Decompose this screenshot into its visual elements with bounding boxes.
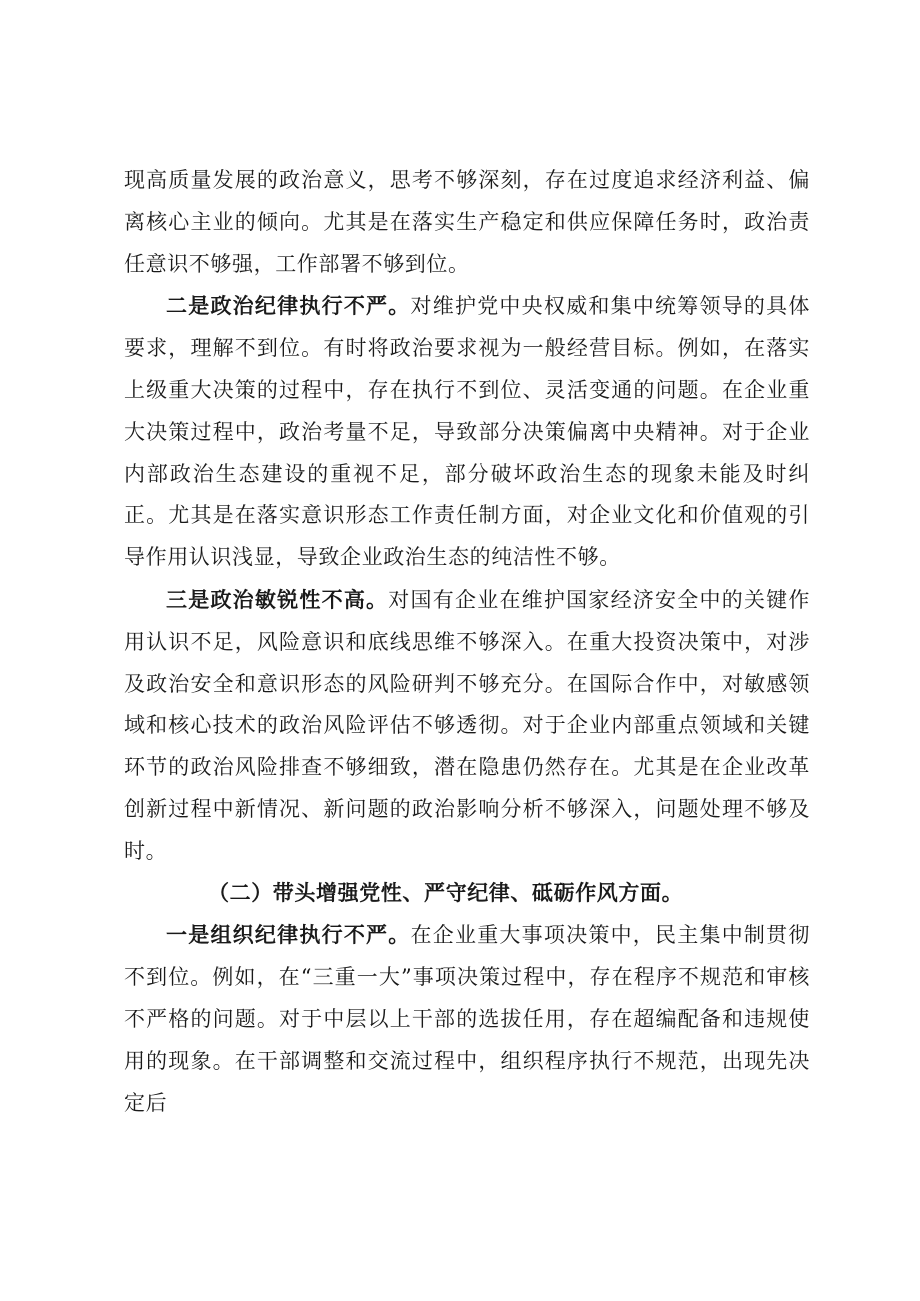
paragraph-text: 现高质量发展的政治意义，思考不够深刻，存在过度追求经济利益、偏离核心主业的倾向。尤其是在落实生产稳定和供应保障任务时，政治责任意识不够强，工作部署不够到位。 (124, 168, 810, 276)
paragraph-lead: 二是政治纪律执行不严。 (166, 293, 411, 319)
paragraph-continuation (124, 160, 810, 285)
section-heading: （二）带头增强党性、严守纪律、砥砺作风方面。 (208, 880, 684, 905)
document-body (124, 160, 810, 1124)
paragraph-organizational-discipline (124, 914, 810, 1124)
paragraph-political-discipline (124, 285, 810, 579)
paragraph-text: 在企业重大事项决策中，民主集中制贯彻不到位。例如，在“三重一大”事项决策过程中，存在程序不规范和审核不严格的问题。对于中层以上干部的选拔任用，存在超编配备和违规使用的现象。在干部调整和交流过程中，组织程序执行不规范，出现先决定后 (124, 923, 810, 1115)
paragraph-lead: 一是组织纪律执行不严。 (166, 922, 411, 948)
paragraph-text: 对维护党中央权威和集中统筹领导的具体要求，理解不到位。有时将政治要求视为一般经营目标。例如，在落实上级重大决策的过程中，存在执行不到位、灵活变通的问题。在企业重大决策过程中，政治考量不足，导致部分决策偏离中央精神。对于企业内部政治生态建设的重视不足，部分破坏政治生态的现象未能及时纠正。尤其是在落实意识形态工作责任制方面，对企业文化和价值观的引导作用认识浅显，导致企业政治生态的纯洁性不够。 (124, 294, 810, 570)
paragraph-text: 对国有企业在维护国家经济安全中的关键作用认识不足，风险意识和底线思维不够深入。在重大投资决策中，对涉及政治安全和意识形态的风险研判不够充分。在国际合作中，对敏感领域和核心技术的政治风险评估不够透彻。对于企业内部重点领域和关键环节的政治风险排查不够细致，潜在隐患仍然存在。尤其是在企业改革创新过程中新情况、新问题的政治影响分析不够深入，问题处理不够及时。 (124, 587, 811, 863)
paragraph-lead: 三是政治敏锐性不高。 (166, 586, 389, 612)
paragraph-political-sensitivity (124, 579, 810, 873)
